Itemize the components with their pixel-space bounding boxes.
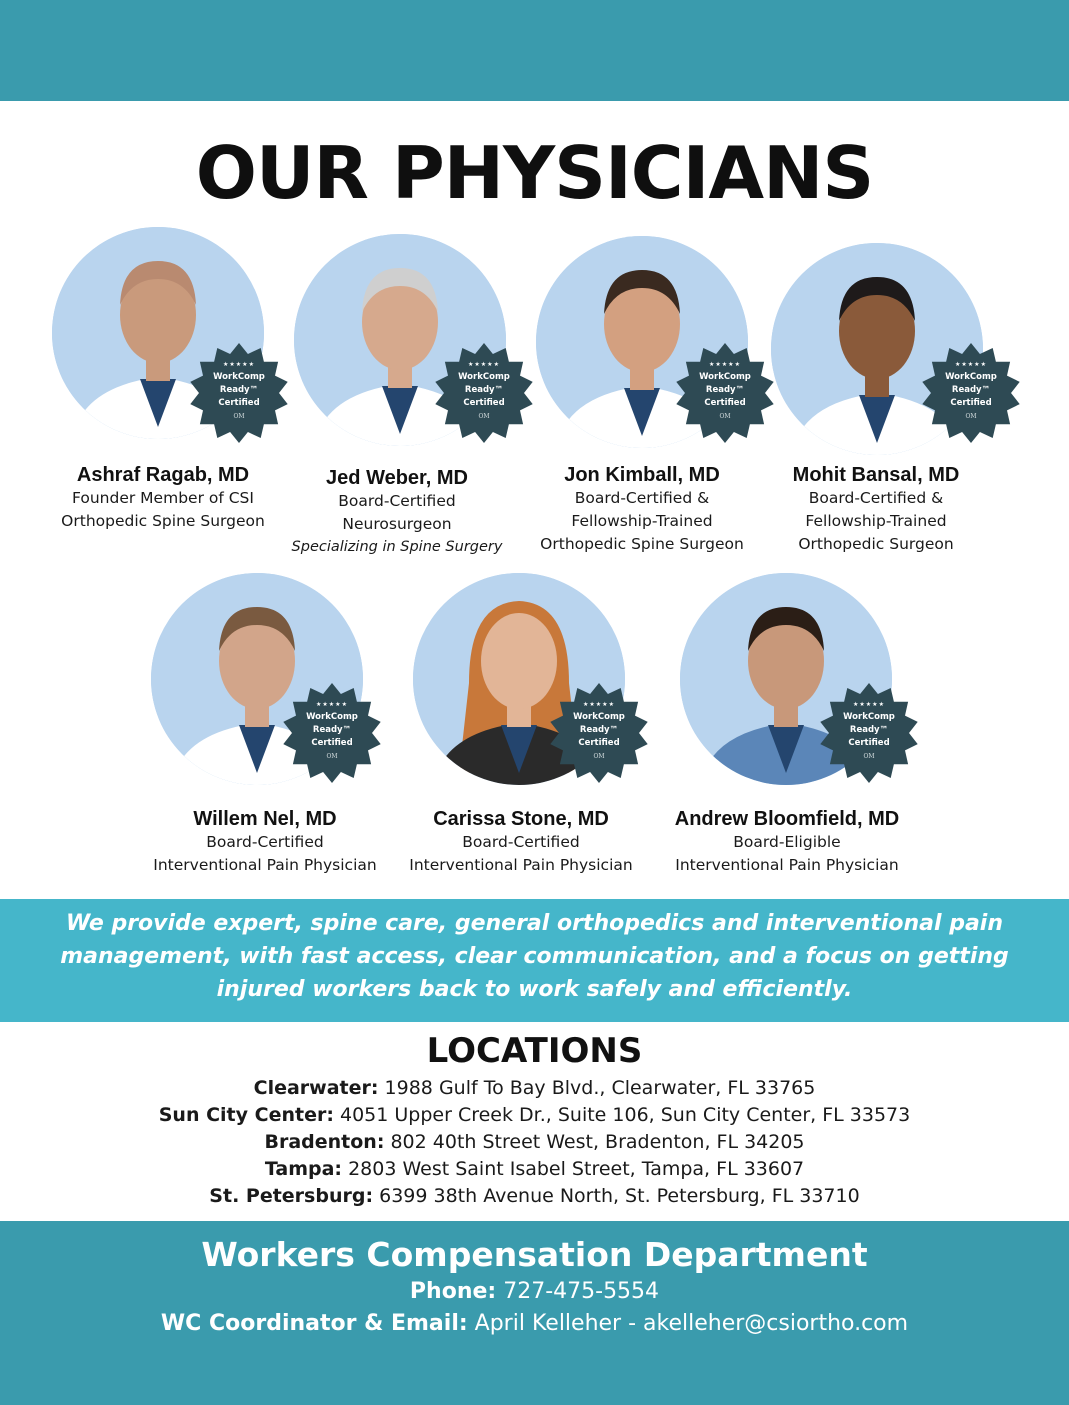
physician-credential: Orthopedic Surgeon xyxy=(798,535,954,553)
location-address: 1988 Gulf To Bay Blvd., Clearwater, FL 33765 xyxy=(384,1077,816,1099)
physician-credential: Fellowship-Trained xyxy=(571,512,713,530)
location-city: Clearwater: xyxy=(253,1077,379,1099)
location-city: St. Petersburg: xyxy=(209,1185,374,1207)
location-line xyxy=(0,1102,1069,1128)
physician-credential: Fellowship-Trained xyxy=(805,512,947,530)
badge-stars-icon: ★★★★★ xyxy=(853,701,885,708)
badge-stars-icon: ★★★★★ xyxy=(316,701,348,708)
physician-credential: Neurosurgeon xyxy=(342,515,452,533)
location-city: Sun City Center: xyxy=(158,1104,334,1126)
footer-band xyxy=(0,1221,1069,1405)
physician-credential: Board-Eligible xyxy=(733,833,841,851)
workcomp-ready-badge-icon xyxy=(919,341,1023,445)
badge-stars-icon: ★★★★★ xyxy=(223,361,255,368)
phone-label: Phone: xyxy=(409,1279,497,1304)
physician-name: Jon Kimball, MD xyxy=(564,464,720,486)
workcomp-ready-badge-icon xyxy=(187,341,291,445)
badge-text: WorkComp Ready™ Certified xyxy=(213,372,265,408)
coordinator-label: WC Coordinator & Email: xyxy=(160,1311,468,1336)
physician-credential: Founder Member of CSI xyxy=(72,489,254,507)
location-address: 6399 38th Avenue North, St. Petersburg, FL 33710 xyxy=(379,1185,860,1207)
workcomp-ready-badge-icon xyxy=(280,681,384,785)
mission-banner xyxy=(0,899,1069,1022)
badge-stars-icon: ★★★★★ xyxy=(955,361,987,368)
badge-text: WorkComp Ready™ Certified xyxy=(573,712,625,748)
location-address: 4051 Upper Creek Dr., Suite 106, Sun City Center, FL 33573 xyxy=(339,1104,911,1126)
physician-credential: Orthopedic Spine Surgeon xyxy=(540,535,744,553)
physician-name: Willem Nel, MD xyxy=(193,808,337,830)
badge-text: WorkComp Ready™ Certified xyxy=(843,712,895,748)
locations-title: LOCATIONS xyxy=(426,1031,643,1071)
physician-credential: Board-Certified xyxy=(338,492,456,510)
location-city: Tampa: xyxy=(264,1158,343,1180)
physician-name: Mohit Bansal, MD xyxy=(792,464,960,486)
phone-number[interactable]: 727-475-5554 xyxy=(503,1279,660,1304)
coordinator-contact[interactable]: April Kelleher - akelleher@csiortho.com xyxy=(474,1311,909,1336)
workcomp-ready-badge-icon xyxy=(432,341,536,445)
location-line xyxy=(0,1075,1069,1101)
location-line xyxy=(0,1129,1069,1155)
physician-credential: Board-Certified xyxy=(462,833,580,851)
workcomp-ready-badge-icon xyxy=(673,341,777,445)
workcomp-ready-badge-icon xyxy=(817,681,921,785)
physician-specialty-note: Specializing in Spine Surgery xyxy=(291,539,503,555)
badge-text: WorkComp Ready™ Certified xyxy=(306,712,358,748)
badge-stars-icon: ★★★★★ xyxy=(468,361,500,368)
badge-mark: OM xyxy=(326,753,338,760)
coordinator-line xyxy=(0,1309,1069,1339)
location-city: Bradenton: xyxy=(264,1131,385,1153)
badge-mark: OM xyxy=(233,413,245,420)
physician-name: Andrew Bloomfield, MD xyxy=(674,808,900,830)
phone-line xyxy=(0,1277,1069,1307)
physician-name: Jed Weber, MD xyxy=(326,467,468,489)
mission-text: We provide expert, spine care, general orthopedics and interventional pain management, with fast access, clear communication, and a focus on getting injured workers back to work safely and efficiently. xyxy=(60,911,1009,1002)
location-address: 2803 West Saint Isabel Street, Tampa, FL 33607 xyxy=(348,1158,805,1180)
badge-stars-icon: ★★★★★ xyxy=(583,701,615,708)
physician-credential: Interventional Pain Physician xyxy=(675,856,899,874)
badge-stars-icon: ★★★★★ xyxy=(709,361,741,368)
physician-name: Ashraf Ragab, MD xyxy=(76,464,250,486)
physician-credential: Board-Certified & xyxy=(574,489,710,507)
location-address: 802 40th Street West, Bradenton, FL 34205 xyxy=(390,1131,805,1153)
badge-mark: OM xyxy=(965,413,977,420)
physician-credential: Board-Certified & xyxy=(808,489,944,507)
badge-mark: OM xyxy=(593,753,605,760)
badge-mark: OM xyxy=(478,413,490,420)
physician-credential: Orthopedic Spine Surgeon xyxy=(61,512,265,530)
page-title: OUR PHYSICIANS xyxy=(195,131,874,215)
badge-mark: OM xyxy=(719,413,731,420)
location-line xyxy=(0,1183,1069,1209)
workcomp-ready-badge-icon xyxy=(547,681,651,785)
physician-credential: Board-Certified xyxy=(206,833,324,851)
badge-text: WorkComp Ready™ Certified xyxy=(945,372,997,408)
physician-credential: Interventional Pain Physician xyxy=(153,856,377,874)
badge-text: WorkComp Ready™ Certified xyxy=(458,372,510,408)
location-line xyxy=(0,1156,1069,1182)
physician-name: Carissa Stone, MD xyxy=(433,808,609,830)
department-title: Workers Compensation Department xyxy=(201,1235,868,1274)
top-band xyxy=(0,0,1069,101)
badge-mark: OM xyxy=(863,753,875,760)
badge-text: WorkComp Ready™ Certified xyxy=(699,372,751,408)
physician-credential: Interventional Pain Physician xyxy=(409,856,633,874)
